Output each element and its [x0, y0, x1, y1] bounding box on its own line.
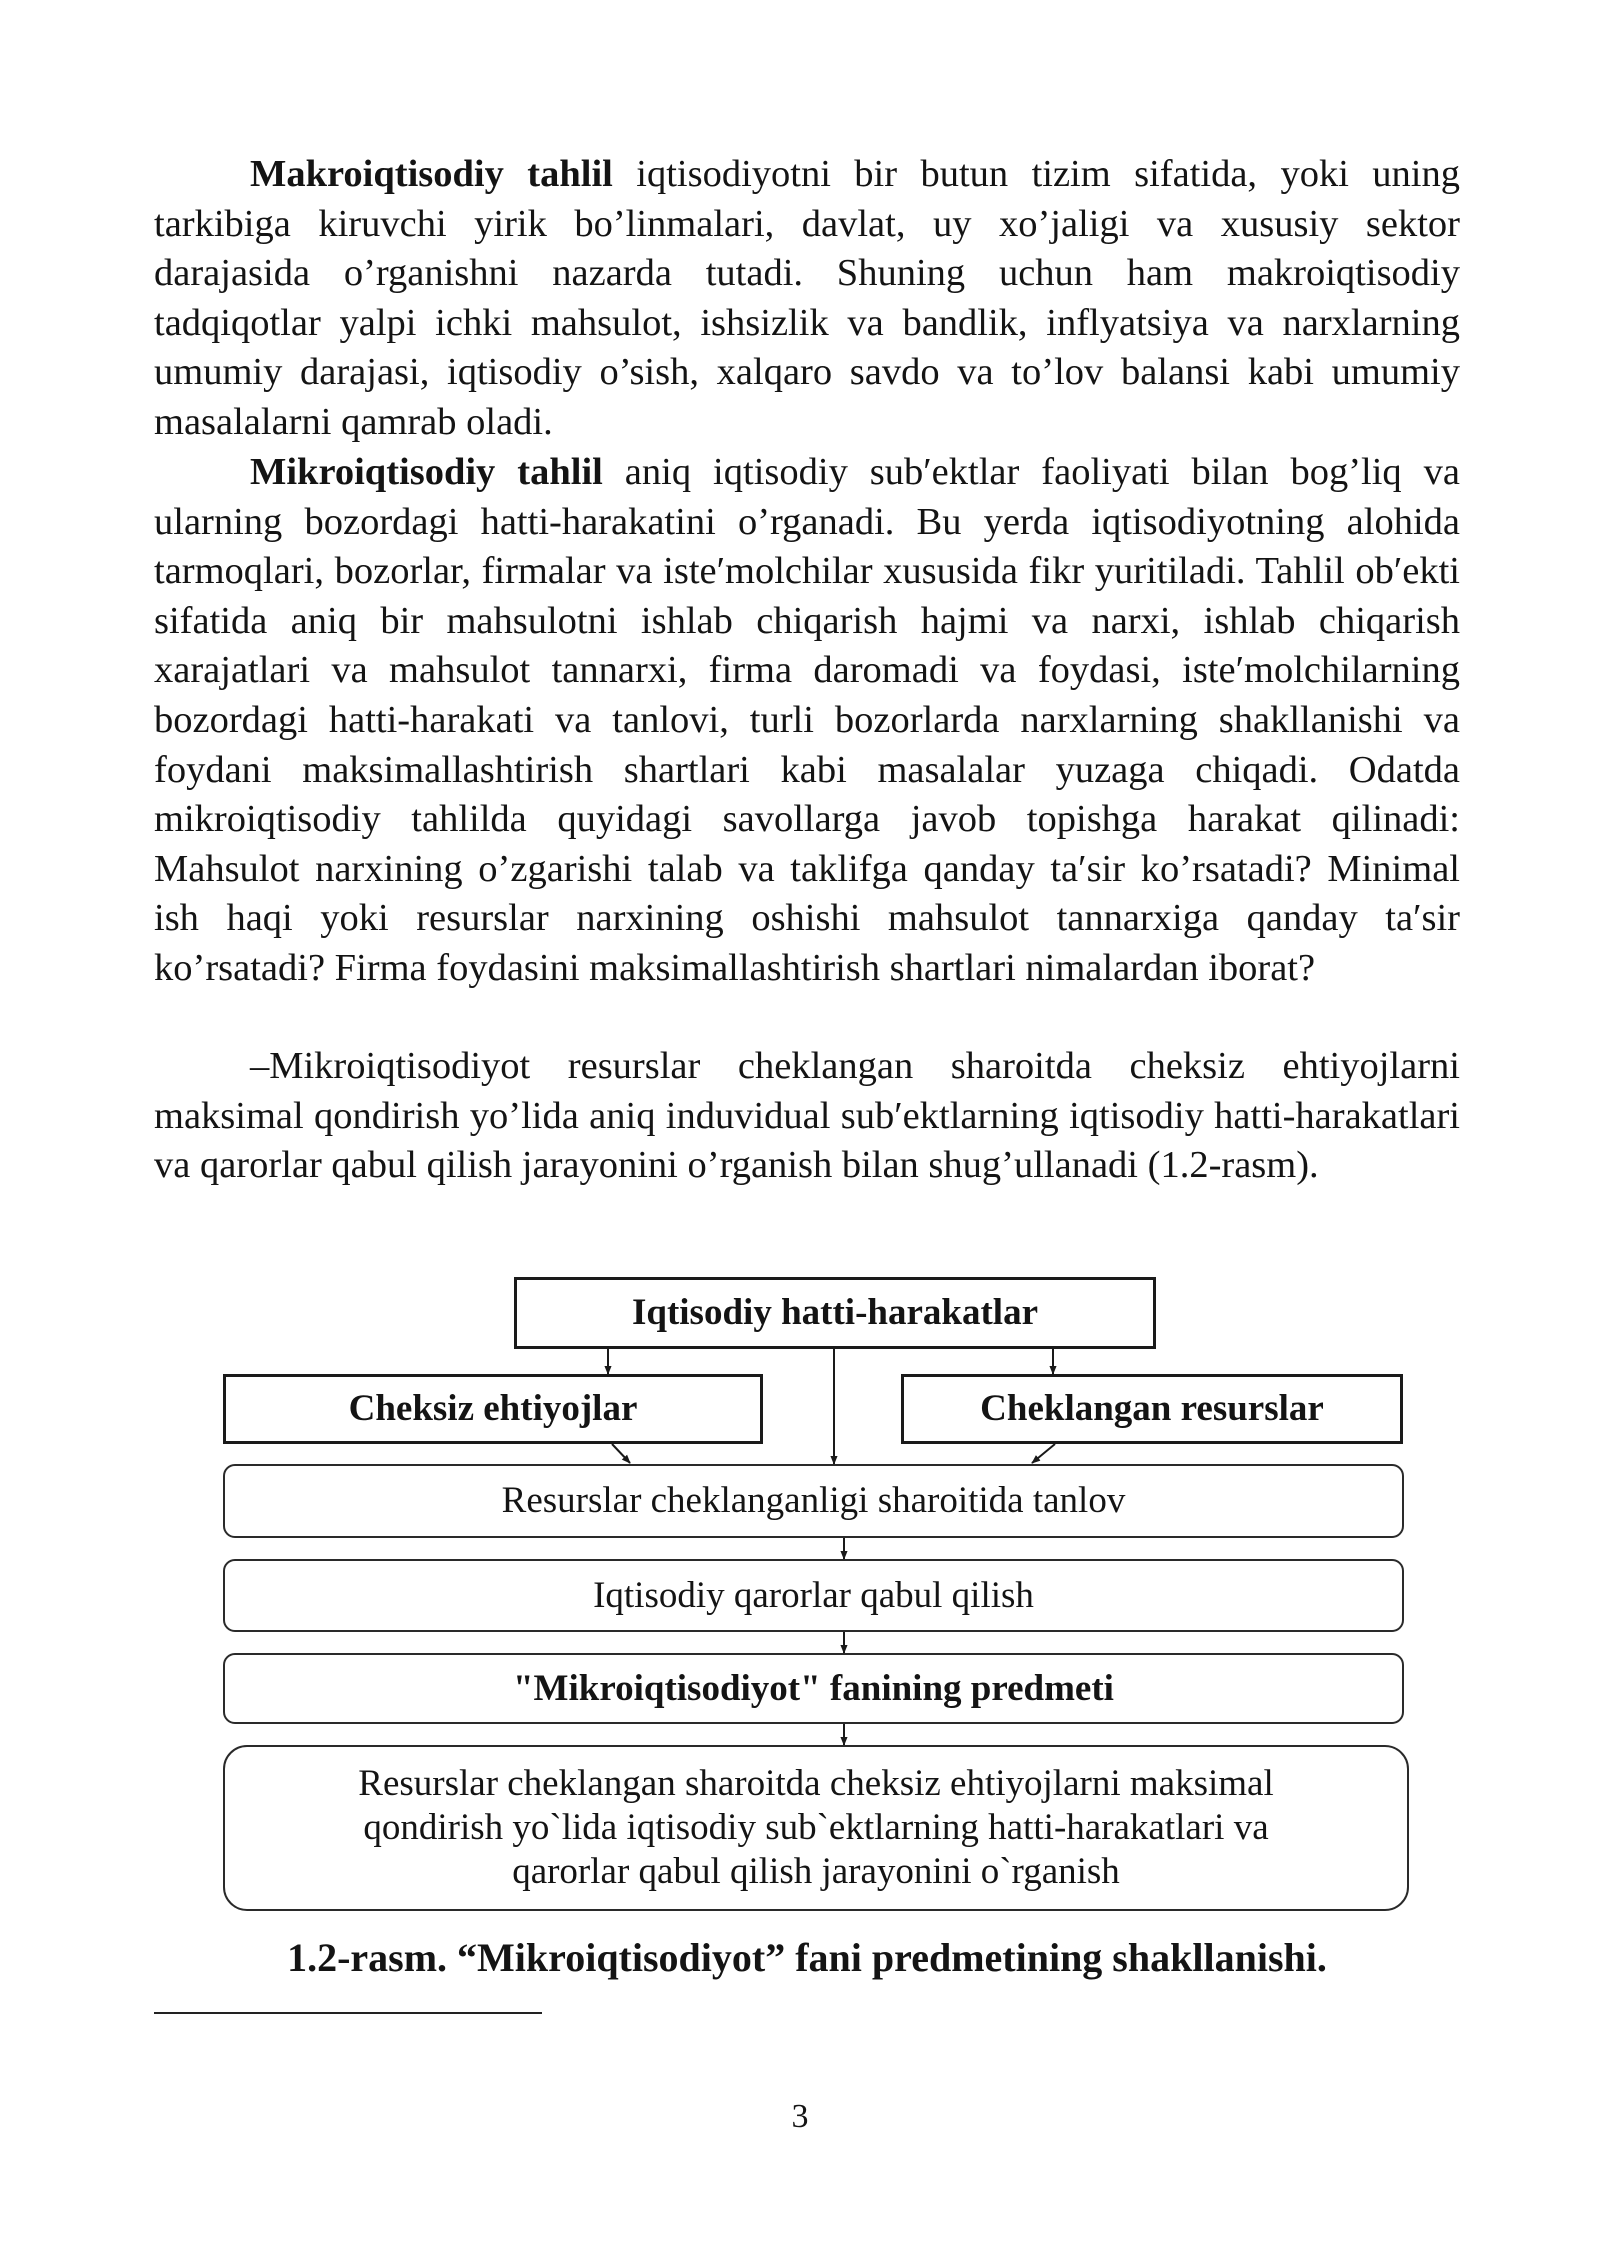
diagram-box-definition	[223, 1745, 1409, 1911]
paragraph-text: iqtisodiyotni bir butun tizim sifatida, yoki uning tarkibiga kiruvchi yirik bo’linmalari, davlat, uy xo’jaligi va xususiy sektor darajasida o’rganishni nazarda tutadi. Shuning uchun ham makroiqtisodiy tadqiqotlar yalpi ichki mahsulot, ishsizlik va bandlik, inflyatsiya va narxlarning umumiy darajasi, iqtisodiy o’sish, xalqaro savdo va to’lov balansi kabi umumiy masalalarni qamrab oladi.	[154, 153, 1460, 443]
diagram-line-1: Resurslar cheklangan sharoitda cheksiz ehtiyojlarni maksimal	[358, 1763, 1274, 1804]
diagram-box-unlimited-wants	[223, 1374, 763, 1444]
page-number: 3	[791, 2098, 809, 2135]
diagram-label: Cheklangan resurslar	[980, 1388, 1324, 1429]
diagram-box-decisions	[223, 1559, 1404, 1632]
diagram-line-3: qarorlar qabul qilish jarayonini o`rganish	[512, 1851, 1120, 1892]
diagram-label: Iqtisodiy hatti-harakatlar	[631, 1292, 1038, 1333]
footnote-separator	[154, 2012, 542, 2014]
paragraph-text: aniq iqtisodiy sub′ektlar faoliyati bilan bog’liq va ularning bozordagi hatti-harakatini o’rganadi. Bu yerda iqtisodiyotning alohida tarmoqlari, bozorlar, firmalar va iste′molchilar xususida fikr yuritiladi. Tahlil ob′ekti sifatida aniq bir mahsulotni ishlab chiqarish hajmi va narxi, ishlab chiqarish xarajatlari va mahsulot tannarxi, firma daromadi va foydasi, iste′molchilarning bozordagi hatti-harakati va tanlovi, turli bozorlarda narxlarning shakllanishi va foydani maksimallashtirish shartlari kabi masalalar yuzaga chiqadi. Odatda mikroiqtisodiy tahlilda quyidagi savollarga javob topishga harakat qilinadi: Mahsulot narxining o’zgarishi talab va taklifga qanday ta′sir ko’rsatadi? Minimal ish haqi yoki resurslar narxining oshishi mahsulot tannarxiga qanday ta′sir ko’rsatadi? Firma foydasini maksimallashtirish shartlari nimalardan iborat?	[154, 451, 1460, 989]
figure-caption: 1.2-rasm. “Mikroiqtisodiyot” fani predmetining shakllanishi.	[287, 1935, 1327, 1980]
diagram-box-limited-resources	[901, 1374, 1403, 1444]
arrow-left-to-choice	[612, 1444, 630, 1463]
paragraph-microeconomics-definition: –Mikroiqtisodiyot resurslar cheklangan sharoitda cheksiz ehtiyojlarni maksimal qondirish yo’lida aniq induvidual sub′ektlarning iqtisodiy hatti-harakatlari va qarorlar qabul qilish jarayonini o’rganish bilan shug’ullanadi (1.2-rasm).	[154, 1045, 1460, 1187]
diagram-box-choice	[223, 1464, 1404, 1538]
term-micro-analysis: Mikroiqtisodiy tahlil	[250, 451, 603, 493]
diagram-box-economic-behavior	[514, 1277, 1156, 1349]
diagram-box-subject	[223, 1653, 1404, 1724]
diagram-label: Iqtisodiy qarorlar qabul qilish	[593, 1574, 1034, 1616]
diagram-label: "Mikroiqtisodiyot" fanining predmeti	[513, 1667, 1114, 1709]
arrow-right-to-choice	[1032, 1444, 1055, 1463]
diagram-line-2: qondirish yo`lida iqtisodiy sub`ektlarning hatti-harakatlari va	[363, 1807, 1269, 1848]
term-macro-analysis: Makroiqtisodiy tahlil	[250, 153, 613, 195]
diagram-label: Resurslar cheklanganligi sharoitida tanlov	[501, 1480, 1126, 1521]
diagram-label: Cheksiz ehtiyojlar	[348, 1388, 638, 1429]
